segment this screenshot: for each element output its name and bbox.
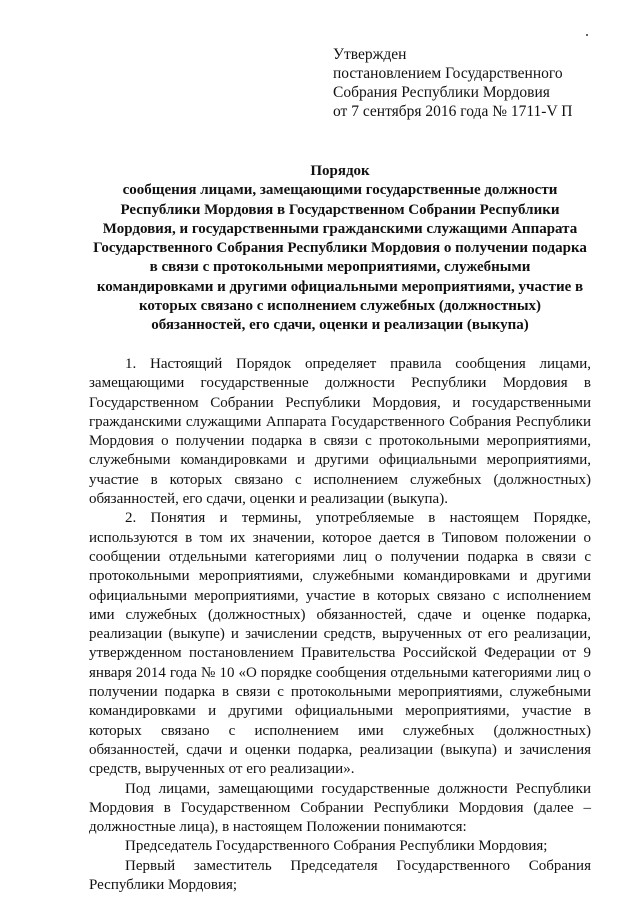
paragraph-4: Председатель Государственного Собрания Республики Мордовия; — [125, 838, 548, 855]
approval-line-4: от 7 сентября 2016 года № 1711-V П — [333, 103, 573, 120]
document-title — [80, 162, 600, 336]
approval-line-2: постановлением Государственного — [333, 65, 563, 82]
title-line-2: Республики Мордовия в Государственном Собрании Республики — [120, 201, 560, 218]
approval-line-1: Утвержден — [333, 46, 407, 63]
paragraph-3: Под лицами, замещающими государственные должности Республики Мордовия в Государственном Собрании Республики Мордовия (далее – должностные лица), в настоящем Положении понимаются: — [89, 780, 591, 836]
title-line-7: которых связано с исполнением служебных (должностных) — [138, 298, 542, 315]
title-line-4: Государственного Собрания Республики Мордовия о получении подарка — [93, 240, 587, 257]
approval-line-3: Собрания Республики Мордовия — [333, 84, 550, 101]
paragraph-5: Первый заместитель Председателя Государственного Собрания Республики Мордовия; — [89, 857, 591, 894]
title-line-8: обязанностей, его сдачи, оценки и реализации (выкупа) — [151, 317, 529, 334]
scan-speck — [586, 34, 588, 36]
title-line-5: в связи с протокольными мероприятиями, служебными — [149, 259, 531, 276]
paragraph-1: 1. Настоящий Порядок определяет правила сообщения лицами, замещающими государственные должности Республики Мордовия в Государственном Собрании Республики Мордовия, и государственными гражданскими служащими Аппарата Государственного Собрания Республики Мордовия о получении подарка в связи с протокольными мероприятиями, служебными командировками и другими официальными мероприятиями, участие в которых связано с исполнением служебных (должностных) обязанностей, его сдачи, оценки и реализации (выкупа). — [89, 356, 591, 508]
title-line-1: сообщения лицами, замещающими государственные должности — [122, 182, 558, 199]
title-line-3: Мордовия, и государственными гражданскими служащими Аппарата — [102, 220, 578, 237]
title-line-6: командировками и другими официальными мероприятиями, участие в — [96, 278, 584, 295]
paragraph-2: 2. Понятия и термины, употребляемые в настоящем Порядке, используются в том их значении, которое дается в Типовом положении о сообщении отдельными категориями лиц о получении подарка в связи с протокольными мероприятиями, служебными командировками и другими официальными мероприятиями, участие в которых связано с исполнением ими служебных (должностных) обязанностей, сдаче и оценке подарка, реализации (выкупе) и зачислении средств, вырученных от его реализации, утвержденном постановлением Правительства Российской Федерации от 9 января 2014 года № 10 «О порядке сообщения отдельными категориями лиц о получении подарка в связи с протокольными мероприятиями, служебными командировками и другими официальными мероприятиями, участие в которых связано с исполнением ими служебных (должностных) обязанностей, сдачи и оценки подарка, реализации (выкупа) и зачисления средств, вырученных от его реализации». — [89, 510, 591, 778]
document-body — [89, 355, 591, 895]
approval-stamp — [333, 45, 623, 121]
title-heading: Порядок — [310, 163, 370, 179]
